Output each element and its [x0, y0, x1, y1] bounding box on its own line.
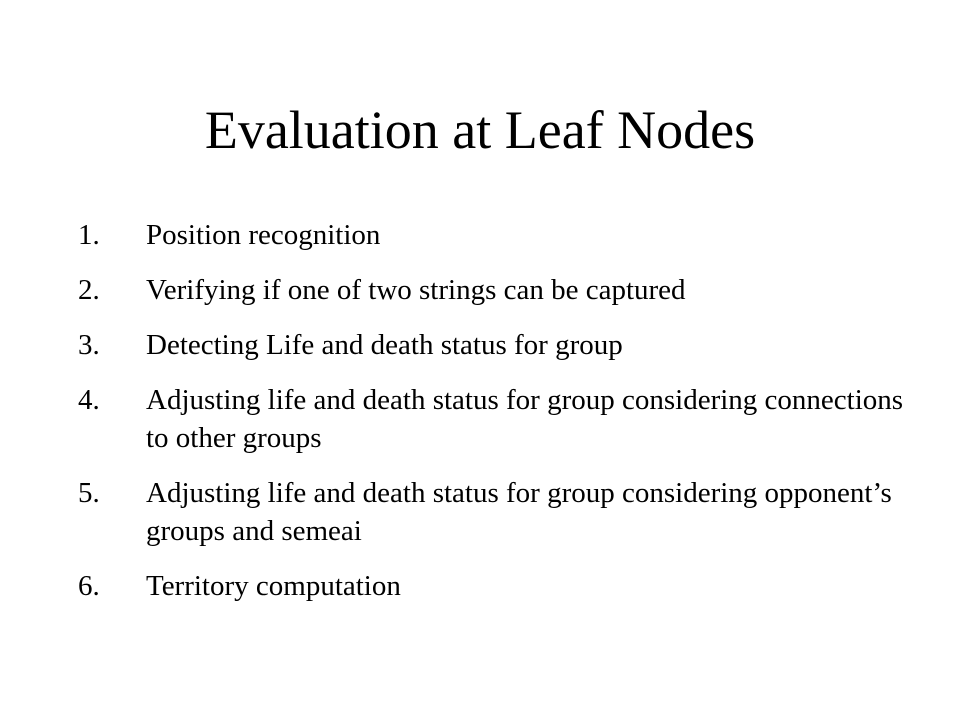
list-item: [78, 381, 918, 457]
list-item: [78, 326, 918, 364]
list-item-text: Detecting Life and death status for group: [146, 329, 623, 361]
list-item: [78, 216, 918, 254]
list-item-text: Adjusting life and death status for group considering connections to other groups: [146, 384, 904, 454]
list-item-number: 6.: [78, 570, 100, 602]
list-item-number: 1.: [78, 219, 100, 251]
list-item-text: Territory computation: [146, 570, 401, 602]
slide-title: Evaluation at Leaf Nodes: [204, 100, 756, 160]
numbered-list: [78, 216, 918, 622]
list-item-number: 3.: [78, 329, 100, 361]
list-item-number: 5.: [78, 477, 100, 509]
list-item-number: 2.: [78, 274, 100, 306]
list-item: [78, 271, 918, 309]
list-item-text: Position recognition: [146, 219, 381, 251]
list-item-number: 4.: [78, 384, 100, 416]
list-item-text: Verifying if one of two strings can be captured: [146, 274, 686, 306]
list-item-text: Adjusting life and death status for group considering opponent’s groups and semeai: [146, 477, 892, 547]
list-item: [78, 567, 918, 605]
list-item: [78, 474, 918, 550]
